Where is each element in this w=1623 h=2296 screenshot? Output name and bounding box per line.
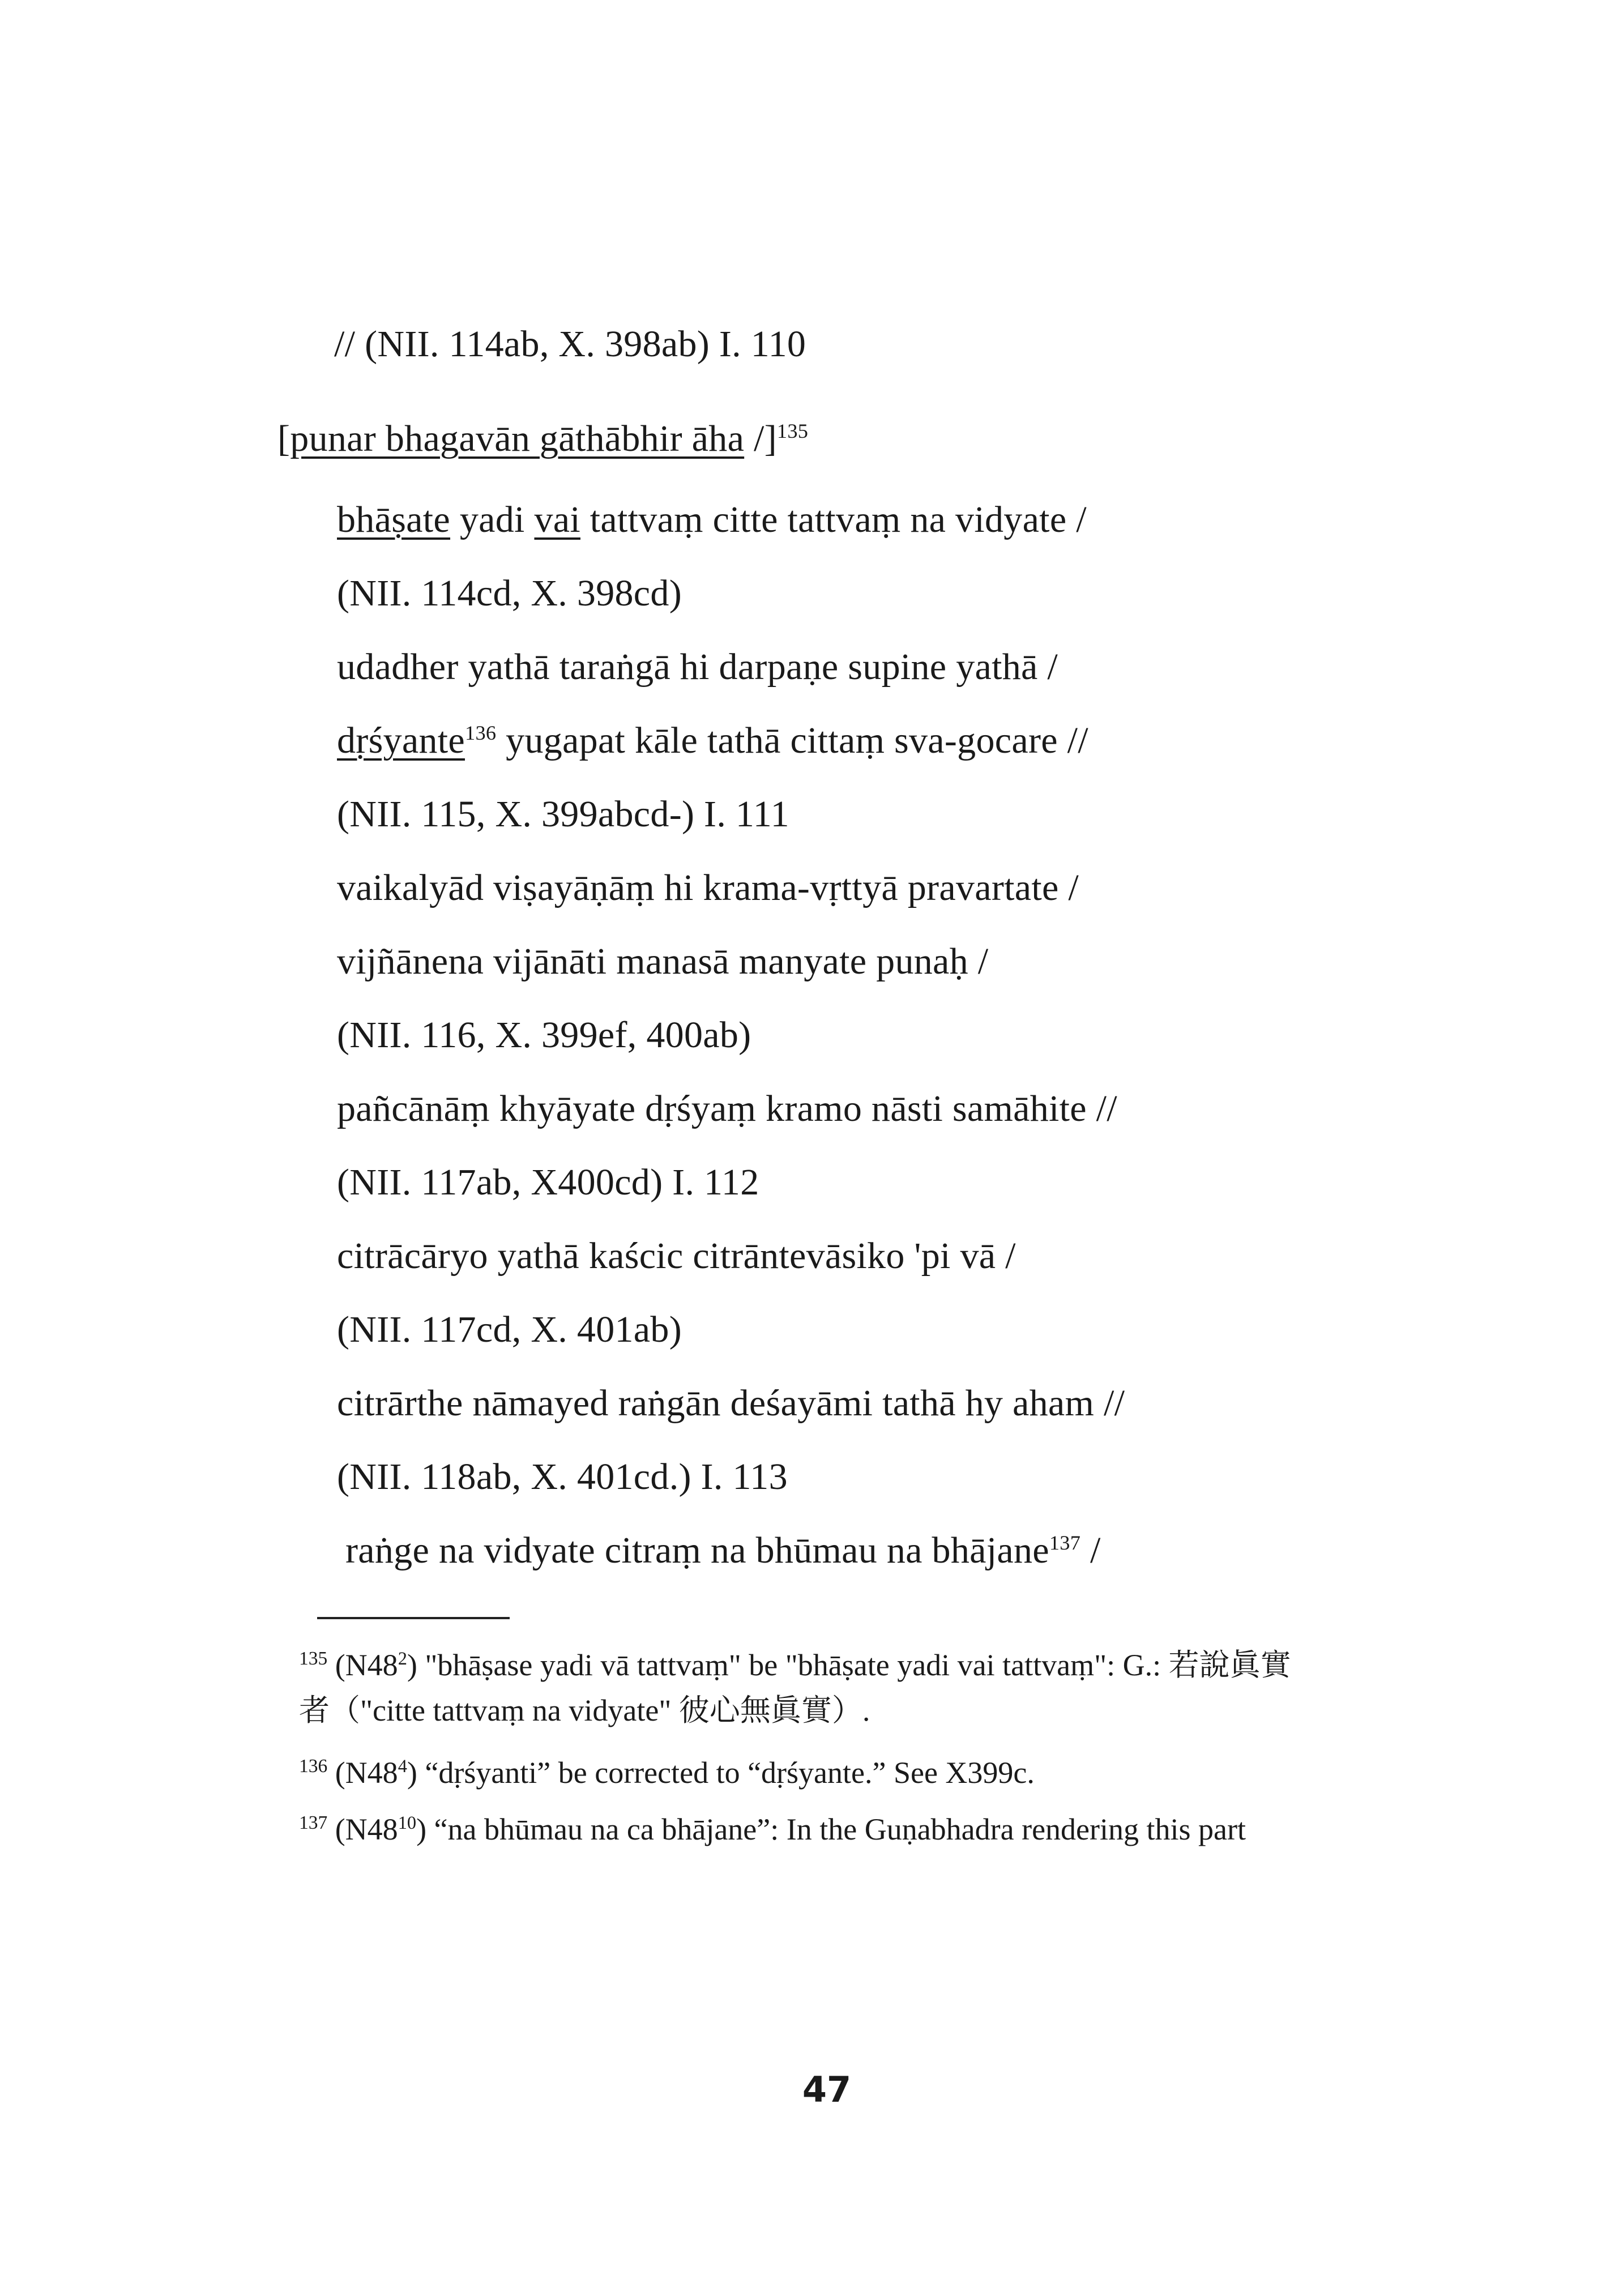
verse-line-12: (NII. 117ab, X400cd) I. 112: [337, 1162, 759, 1203]
footnote-136: $^{136}$ $(N48^4)$ “dṛśyanti” be corrected to “dṛśyante.” See X399c.: [299, 1756, 1035, 1790]
verse-line-14: (NII. 117cd, X. 401ab): [337, 1309, 682, 1350]
verse-line-10: (NII. 116, X. 399ef, 400ab): [337, 1014, 751, 1056]
underlined-text: bhāṣate: [337, 499, 451, 540]
verse-line-17: raṅge na vidyate citraṃ na bhūmau na bhājane$^{137}$ /: [345, 1530, 1101, 1571]
verse-line-15: citrārthe nāmayed raṅgān deśayāmi tathā hy aham //: [337, 1382, 1125, 1424]
verse-line-13: citrācāryo yathā kaścic citrāntevāsiko 'pi vā /: [337, 1235, 1016, 1277]
underlined-text: dṛśyante: [337, 720, 465, 761]
footnote-137: $^{137}$ $(N48^{10})$ “na bhūmau na ca bhājane”: In the Guṇabhadra rendering this part: [299, 1812, 1246, 1846]
verse-line-6: dṛśyante$^{136}$ yugapat kāle tathā cittaṃ sva-gocare //: [337, 720, 1088, 761]
verse-line-9: vijñānena vijānāti manasā manyate punaḥ /: [337, 941, 989, 982]
verse-line-1: // (NII. 114ab, X. 398ab) I. 110: [334, 323, 806, 365]
verse-line-2: [punar bhagavān gāthābhir āha /]$^{135}$: [277, 418, 809, 459]
underlined-text: punar bhagavān gāthābhir āha: [290, 418, 745, 459]
footnote-number: 136: [299, 1756, 328, 1777]
footnote-number: 137: [299, 1812, 328, 1833]
verse-line-7: (NII. 115, X. 399abcd-) I. 111: [337, 793, 789, 835]
footnote-ref-135: 135: [776, 420, 809, 442]
footnote-ref-136: 136: [465, 722, 497, 744]
verse-line-3: bhāṣate yadi vai tattvaṃ citte tattvaṃ na vidyate /: [337, 499, 1087, 540]
verse-line-5: udadher yathā taraṅgā hi darpaṇe supine yathā /: [337, 646, 1058, 688]
footnote-ref-137: 137: [1049, 1531, 1081, 1554]
footnote-135: $^{135}$ $(N48^2)$ "bhāṣase yadi vā tattvaṃ" be "bhāṣate yadi vai tattvaṃ": G.: 若說眞實: [299, 1648, 1291, 1682]
verse-line-8: vaikalyād viṣayāṇāṃ hi krama-vṛttyā pravartate /: [337, 867, 1079, 908]
verse-line-11: pañcānāṃ khyāyate dṛśyaṃ kramo nāsti samāhite //: [337, 1088, 1117, 1129]
page-number: 47: [802, 2069, 852, 2110]
verse-line-4: (NII. 114cd, X. 398cd): [337, 573, 682, 614]
footnote-number: 135: [299, 1648, 328, 1669]
footnote-135-continuation: 者（"citte tattvaṃ na vidyate" 彼心無眞實）.: [299, 1693, 870, 1727]
verse-line-16: (NII. 118ab, X. 401cd.) I. 113: [337, 1456, 788, 1497]
underlined-text: vai: [534, 499, 580, 540]
footnote-divider: [317, 1617, 510, 1619]
